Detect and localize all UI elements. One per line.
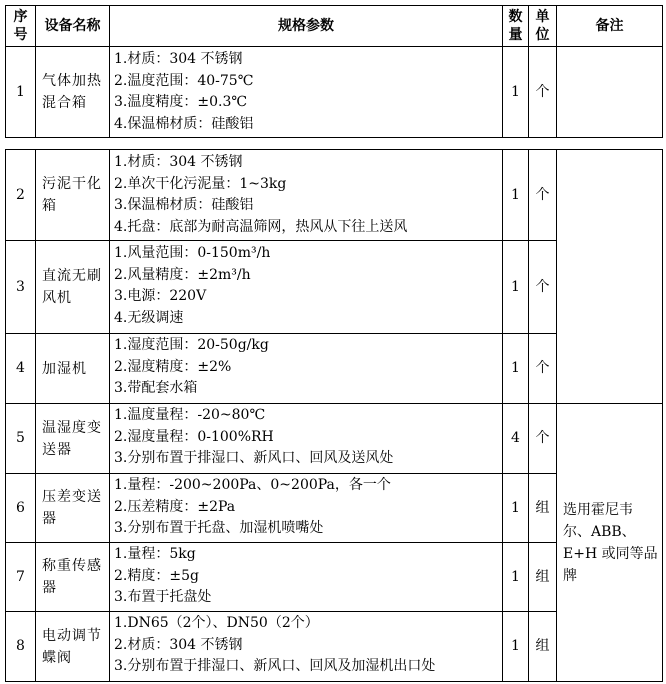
header-name: 设备名称 — [36, 6, 110, 47]
row-unit: 个 — [529, 241, 557, 334]
spec-line: 3.保温棉材质：硅酸铝 — [114, 197, 254, 213]
header-qty: 数量 — [503, 6, 529, 47]
spec-line: 2.单次干化污泥量：1~3kg — [114, 175, 287, 192]
row-name: 气体加热混合箱 — [36, 47, 110, 138]
row-unit: 个 — [529, 334, 557, 404]
row-no: 8 — [6, 612, 36, 682]
note-merged-text: 选用霍尼韦尔、ABB、E+H 或同等品牌 — [563, 501, 658, 584]
row-name: 压差变送器 — [36, 474, 110, 543]
spec-line: 2.材质：304 不锈钢 — [114, 636, 243, 653]
row-no: 5 — [6, 404, 36, 474]
row-spec — [110, 612, 503, 682]
header-note: 备注 — [557, 6, 663, 47]
row-spec — [110, 543, 503, 612]
row-name: 直流无刷风机 — [36, 241, 110, 334]
row-no: 1 — [6, 47, 36, 138]
spec-line: 1.材质：304 不锈钢 — [114, 51, 243, 67]
header-row — [6, 6, 663, 47]
spec-line: 1.温度量程：-20~80℃ — [114, 407, 266, 423]
spec-line: 2.湿度量程：0-100%RH — [114, 428, 274, 445]
spec-line: 2.湿度精度：±2% — [114, 358, 232, 375]
header-no: 序号 — [6, 6, 36, 47]
spec-line: 3.电源：220V — [114, 288, 207, 304]
row-unit: 个 — [529, 150, 557, 241]
header-spec: 规格参数 — [110, 6, 503, 47]
row-note-merged — [557, 404, 663, 682]
spec-table-2 — [5, 149, 663, 682]
spec-line: 4.无级调速 — [114, 309, 184, 326]
row-unit: 个 — [529, 47, 557, 138]
spec-line: 4.保温棉材质：硅酸铝 — [114, 115, 254, 132]
table-row — [6, 47, 663, 138]
row-qty: 1 — [503, 612, 529, 682]
row-unit: 组 — [529, 474, 557, 543]
spec-line: 1.DN65（2个）、DN50（2个） — [114, 615, 319, 631]
spec-line: 1.风量范围：0-150m³/h — [114, 245, 271, 261]
row-unit: 个 — [529, 404, 557, 474]
row-spec — [110, 241, 503, 334]
row-spec — [110, 334, 503, 404]
row-qty: 1 — [503, 543, 529, 612]
spec-line: 2.温度范围：40-75℃ — [114, 72, 254, 89]
spec-line: 2.精度：±5g — [114, 567, 199, 584]
row-spec — [110, 47, 503, 138]
spec-line: 1.湿度范围：20-50g/kg — [114, 337, 269, 353]
row-no: 3 — [6, 241, 36, 334]
spec-line: 3.布置于托盘处 — [114, 589, 212, 605]
row-qty: 1 — [503, 241, 529, 334]
spec-line: 3.带配套水箱 — [114, 380, 198, 396]
row-spec — [110, 474, 503, 543]
row-spec — [110, 150, 503, 241]
row-no: 6 — [6, 474, 36, 543]
row-name: 加湿机 — [36, 334, 110, 404]
spec-line: 3.分别布置于托盘、加湿机喷嘴处 — [114, 520, 324, 536]
row-unit: 组 — [529, 612, 557, 682]
spec-line: 3.温度精度：±0.3℃ — [114, 94, 248, 110]
row-no: 4 — [6, 334, 36, 404]
row-qty: 1 — [503, 334, 529, 404]
header-unit: 单位 — [529, 6, 557, 47]
spec-line: 4.托盘：底部为耐高温筛网，热风从下往上送风 — [114, 218, 408, 235]
row-qty: 1 — [503, 474, 529, 543]
row-spec — [110, 404, 503, 474]
spec-line: 3.分别布置于排湿口、新风口、回风及送风处 — [114, 450, 394, 466]
spec-line: 1.材质：304 不锈钢 — [114, 154, 243, 170]
spec-line: 3.分别布置于排湿口、新风口、回风及加湿机出口处 — [114, 658, 436, 674]
spec-line: 1.量程：5kg — [114, 546, 196, 562]
table-row — [6, 404, 663, 474]
spec-line: 2.压差精度：±2Pa — [114, 498, 236, 515]
row-note — [557, 47, 663, 138]
row-note — [557, 150, 663, 404]
row-qty: 1 — [503, 150, 529, 241]
row-no: 2 — [6, 150, 36, 241]
row-name: 污泥干化箱 — [36, 150, 110, 241]
spec-line: 2.风量精度：±2m³/h — [114, 266, 251, 283]
row-no: 7 — [6, 543, 36, 612]
spec-table-1 — [5, 5, 663, 138]
row-qty: 1 — [503, 47, 529, 138]
table-row — [6, 150, 663, 241]
row-qty: 4 — [503, 404, 529, 474]
spec-line: 1.量程：-200~200Pa、0~200Pa，各一个 — [114, 477, 391, 493]
row-name: 称重传感器 — [36, 543, 110, 612]
row-name: 温湿度变送器 — [36, 404, 110, 474]
row-name: 电动调节蝶阀 — [36, 612, 110, 682]
row-unit: 组 — [529, 543, 557, 612]
